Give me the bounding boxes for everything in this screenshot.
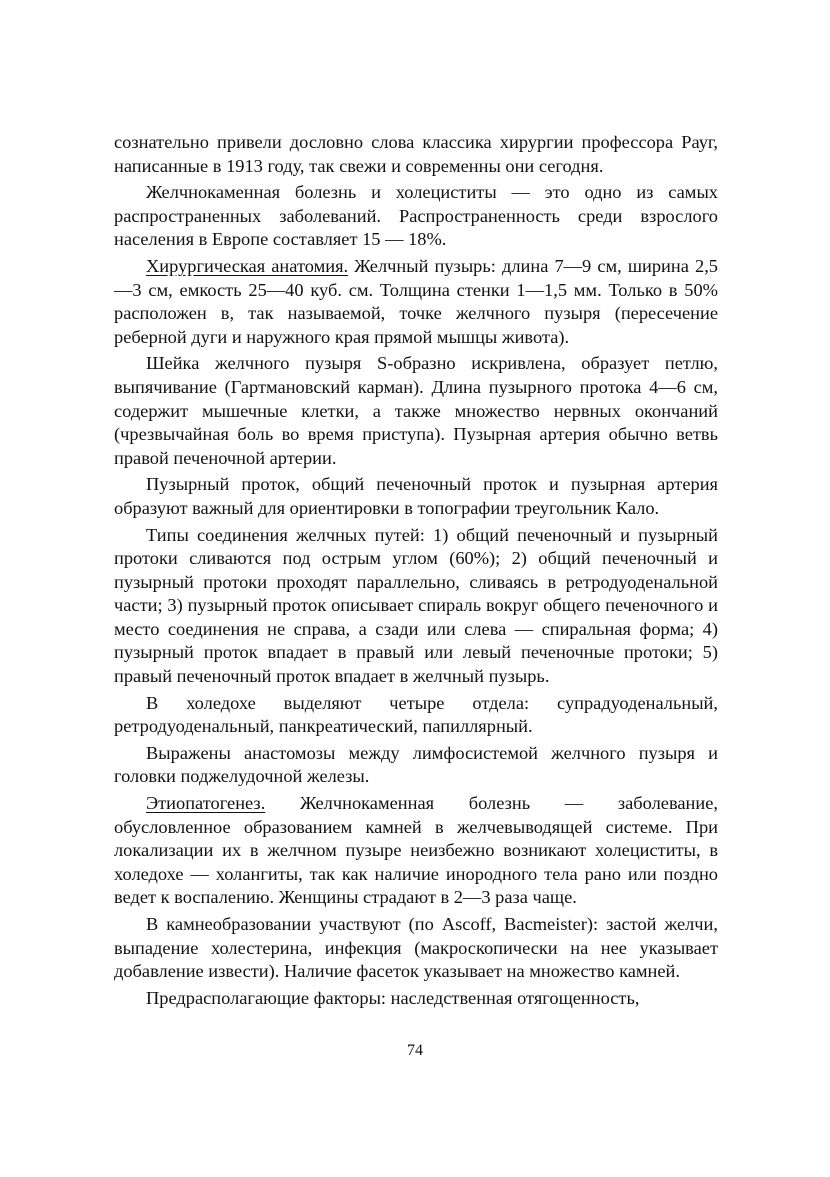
paragraph-text: сознательно привели дословно слова классика хирургии профессора Рауг, написанные в 1913 году, так свежи и современны они сегодня.	[114, 132, 718, 176]
paragraph-text: Пузырный проток, общий печеночный проток и пузырная артерия образуют важный для ориентировки в топографии треугольник Кало.	[114, 474, 718, 518]
paragraph-9	[114, 792, 718, 910]
paragraph-text: В камнеобразовании участвуют (по Ascoff, Bacmeister): застой желчи, выпадение холестерина, инфекция (макроскопически на нее указывает добавление извести). Наличие фасеток указывает на множество камней.	[114, 914, 718, 982]
paragraph-6	[114, 524, 718, 689]
page-number: 74	[407, 1042, 423, 1059]
paragraph-text: Шейка желчного пузыря S-образно искривлена, образует петлю, выпячивание (Гартмановский карман). Длина пузырного протока 4—6 см, содержит мышечные клетки, а также множество нервных окончаний (чрезвычайная боль во время приступа). Пузырная артерия обычно ветвь правой печеночной артерии.	[114, 353, 718, 468]
paragraph-text: Желчный пузырь: длина 7—9 см, ширина 2,5—3 см, емкость 25—40 куб. см. Толщина стенки 1—1,5 мм. Только в 50% расположен в, так называемой, точке желчного пузыря (пересечение реберной дуги и наружного края прямой мышцы живота).	[114, 255, 718, 347]
paragraph-10	[114, 913, 718, 984]
paragraph-3	[114, 255, 718, 349]
paragraph-11	[114, 987, 718, 1011]
section-heading-surgical-anatomy: Хирургическая анатомия.	[146, 255, 349, 276]
paragraph-text: Желчнокаменная болезнь и холециститы — это одно из самых распространенных заболеваний. Распространенность среди взрослого населения в Европе составляет 15 — 18%.	[114, 182, 718, 250]
paragraph-7	[114, 692, 718, 739]
paragraph-text: Желчнокаменная болезнь — заболевание, обусловленное образованием камней в желчевыводящей системе. При локализации их в желчном пузыре неизбежно возникают холециститы, в холедохе — холангиты, так как наличие инородного тела рано или поздно ведет к воспалению. Женщины страдают в 2—3 раза чаще.	[114, 793, 718, 908]
paragraph-text: В холедохе выделяют четыре отдела: супрадуоденальный, ретродуоденальный, панкреатический, папиллярный.	[114, 692, 718, 737]
paragraph-8	[114, 742, 718, 789]
paragraph-5	[114, 473, 718, 520]
paragraph-text: Типы соединения желчных путей: 1) общий печеночный и пузырный протоки сливаются под острым углом (60%); 2) общий печеночный и пузырный протоки проходят параллельно, сливаясь в ретродуоденальной части; 3) пузырный проток описывает спираль вокруг общего печеночного и место соединения не справа, а сзади или слева — спиральная форма; 4) пузырный проток впадает в правый или левый печеночные протоки; 5) правый печеночный проток впадает в желчный пузырь.	[114, 524, 718, 687]
paragraph-4	[114, 352, 718, 470]
paragraph-text: Выражены анастомозы между лимфосистемой желчного пузыря и головки поджелудочной железы.	[114, 742, 718, 787]
paragraph-1	[114, 131, 718, 178]
paragraph-2	[114, 181, 718, 252]
document-body	[114, 131, 718, 1010]
paragraph-text: Предрасполагающие факторы: наследственная отягощенность,	[146, 987, 640, 1008]
section-heading-etiopathogenesis: Этиопатогенез.	[146, 793, 266, 814]
